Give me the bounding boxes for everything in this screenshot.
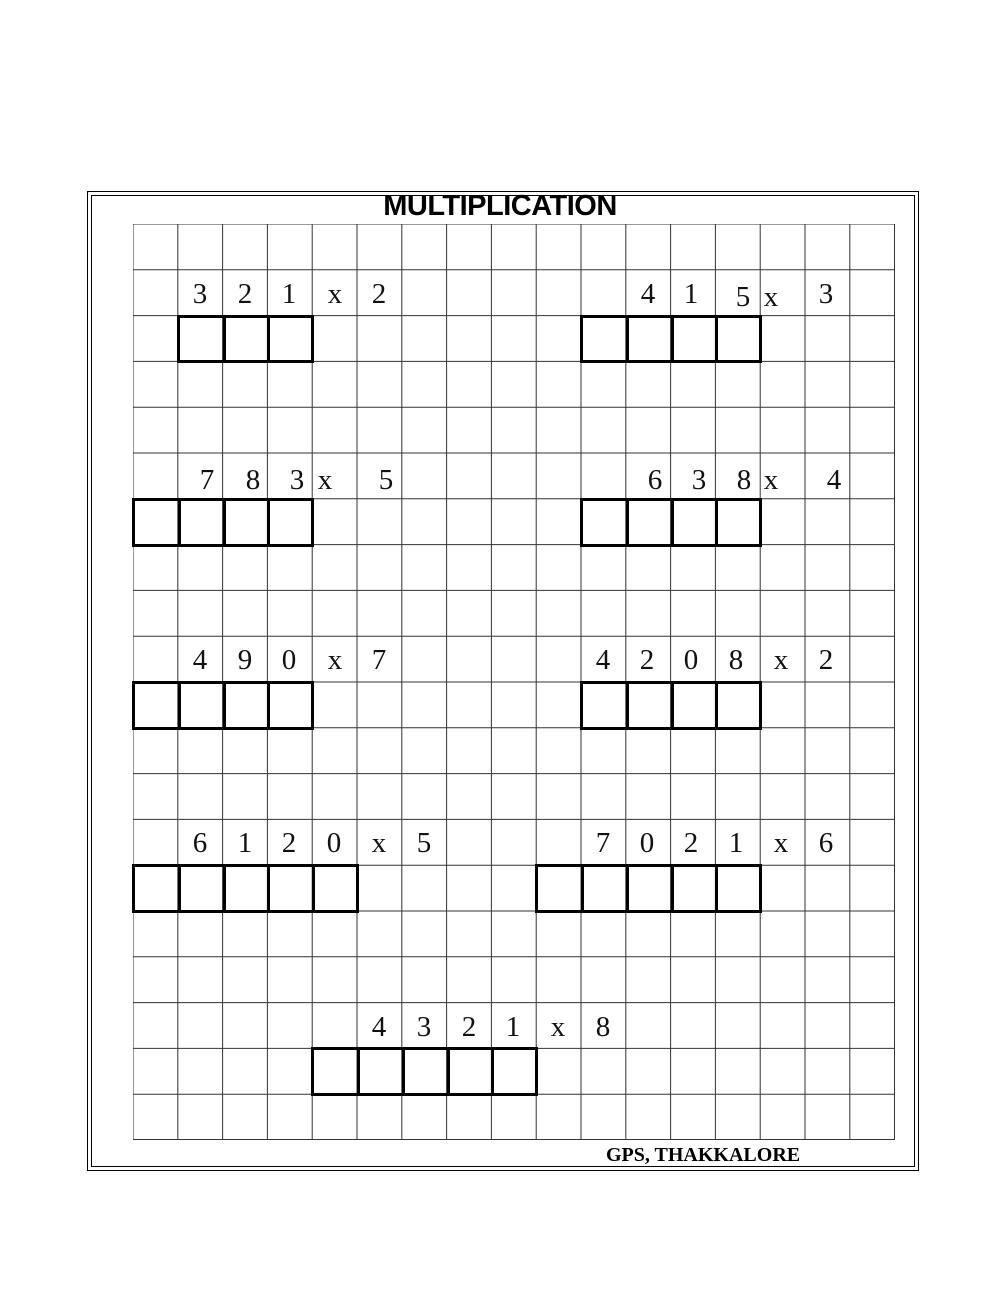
answer-box-divider <box>267 684 270 727</box>
problem-digit: 3 <box>691 464 707 496</box>
problem-digit: 0 <box>683 644 699 676</box>
problem-digit: 1 <box>281 278 297 310</box>
multiply-sign: x <box>550 1011 566 1043</box>
problem-digit: 7 <box>595 827 611 859</box>
answer-box[interactable] <box>580 498 762 547</box>
problem-digit: 6 <box>192 827 208 859</box>
problem-digit: 3 <box>818 278 834 310</box>
answer-box-divider <box>223 867 226 910</box>
answer-box-divider <box>671 318 674 361</box>
multiply-sign: x <box>763 464 779 496</box>
multiply-sign: x <box>763 281 779 313</box>
worksheet-title: MULTIPLICATION <box>383 190 617 222</box>
answer-box-divider <box>447 1050 450 1093</box>
answer-box-divider <box>223 318 226 361</box>
problem-digit: 1 <box>505 1011 521 1043</box>
multiply-sign: x <box>773 644 789 676</box>
problem-digit: 5 <box>416 827 432 859</box>
answer-box-divider <box>671 684 674 727</box>
answer-box[interactable] <box>177 315 314 364</box>
answer-box[interactable] <box>580 315 762 364</box>
problem-digit: 3 <box>192 278 208 310</box>
problem-digit: 2 <box>371 278 387 310</box>
problem-digit: 2 <box>639 644 655 676</box>
answer-box-divider <box>267 867 270 910</box>
answer-box-divider <box>178 501 181 544</box>
answer-box-divider <box>267 501 270 544</box>
problem-digit: 4 <box>640 278 656 310</box>
problem-digit: 0 <box>639 827 655 859</box>
problem-digit: 4 <box>826 464 842 496</box>
problem-digit: 4 <box>192 644 208 676</box>
answer-box-divider <box>491 1050 494 1093</box>
problem-digit: 3 <box>289 464 305 496</box>
problem-digit: 4 <box>595 644 611 676</box>
answer-box[interactable] <box>535 864 762 913</box>
school-footer: GPS, THAKKALORE <box>606 1144 801 1166</box>
problem-digit: 6 <box>818 827 834 859</box>
problem-digit: 8 <box>736 464 752 496</box>
problem-digit: 9 <box>237 644 253 676</box>
answer-box-divider <box>402 1050 405 1093</box>
answer-box-divider <box>626 867 629 910</box>
problem-digit: 2 <box>237 278 253 310</box>
problem-digit: 4 <box>371 1011 387 1043</box>
problem-digit: 7 <box>371 644 387 676</box>
answer-box-divider <box>581 867 584 910</box>
answer-box[interactable] <box>132 498 314 547</box>
answer-box-divider <box>223 501 226 544</box>
answer-box[interactable] <box>311 1047 538 1096</box>
multiply-sign: x <box>327 278 343 310</box>
problem-digit: 8 <box>595 1011 611 1043</box>
answer-box-divider <box>626 684 629 727</box>
answer-box-divider <box>715 867 718 910</box>
problem-digit: 6 <box>647 464 663 496</box>
problem-digit: 3 <box>416 1011 432 1043</box>
answer-box-divider <box>671 501 674 544</box>
answer-box-divider <box>715 684 718 727</box>
problem-digit: 2 <box>683 827 699 859</box>
problem-digit: 2 <box>818 644 834 676</box>
answer-box-divider <box>715 501 718 544</box>
problem-digit: 1 <box>683 278 699 310</box>
multiply-sign: x <box>371 827 387 859</box>
answer-box[interactable] <box>132 864 359 913</box>
problem-digit: 7 <box>199 464 215 496</box>
answer-box-divider <box>626 501 629 544</box>
problem-digit: 8 <box>245 464 261 496</box>
problem-digit: 2 <box>461 1011 477 1043</box>
answer-box-divider <box>671 867 674 910</box>
problem-digit: 1 <box>728 827 744 859</box>
answer-box[interactable] <box>580 681 762 730</box>
answer-box-divider <box>715 318 718 361</box>
multiply-sign: x <box>317 464 333 496</box>
problem-digit: 5 <box>378 464 394 496</box>
answer-box-divider <box>223 684 226 727</box>
problem-digit: 5 <box>735 281 751 313</box>
problem-digit: 1 <box>237 827 253 859</box>
problem-digit: 2 <box>281 827 297 859</box>
answer-box-divider <box>178 684 181 727</box>
problem-digit: 0 <box>281 644 297 676</box>
answer-box-divider <box>626 318 629 361</box>
answer-box-divider <box>267 318 270 361</box>
answer-box-divider <box>312 867 315 910</box>
answer-box-divider <box>357 1050 360 1093</box>
multiply-sign: x <box>327 644 343 676</box>
answer-box-divider <box>178 867 181 910</box>
multiply-sign: x <box>773 827 789 859</box>
problem-digit: 8 <box>728 644 744 676</box>
answer-box[interactable] <box>132 681 314 730</box>
problem-digit: 0 <box>326 827 342 859</box>
